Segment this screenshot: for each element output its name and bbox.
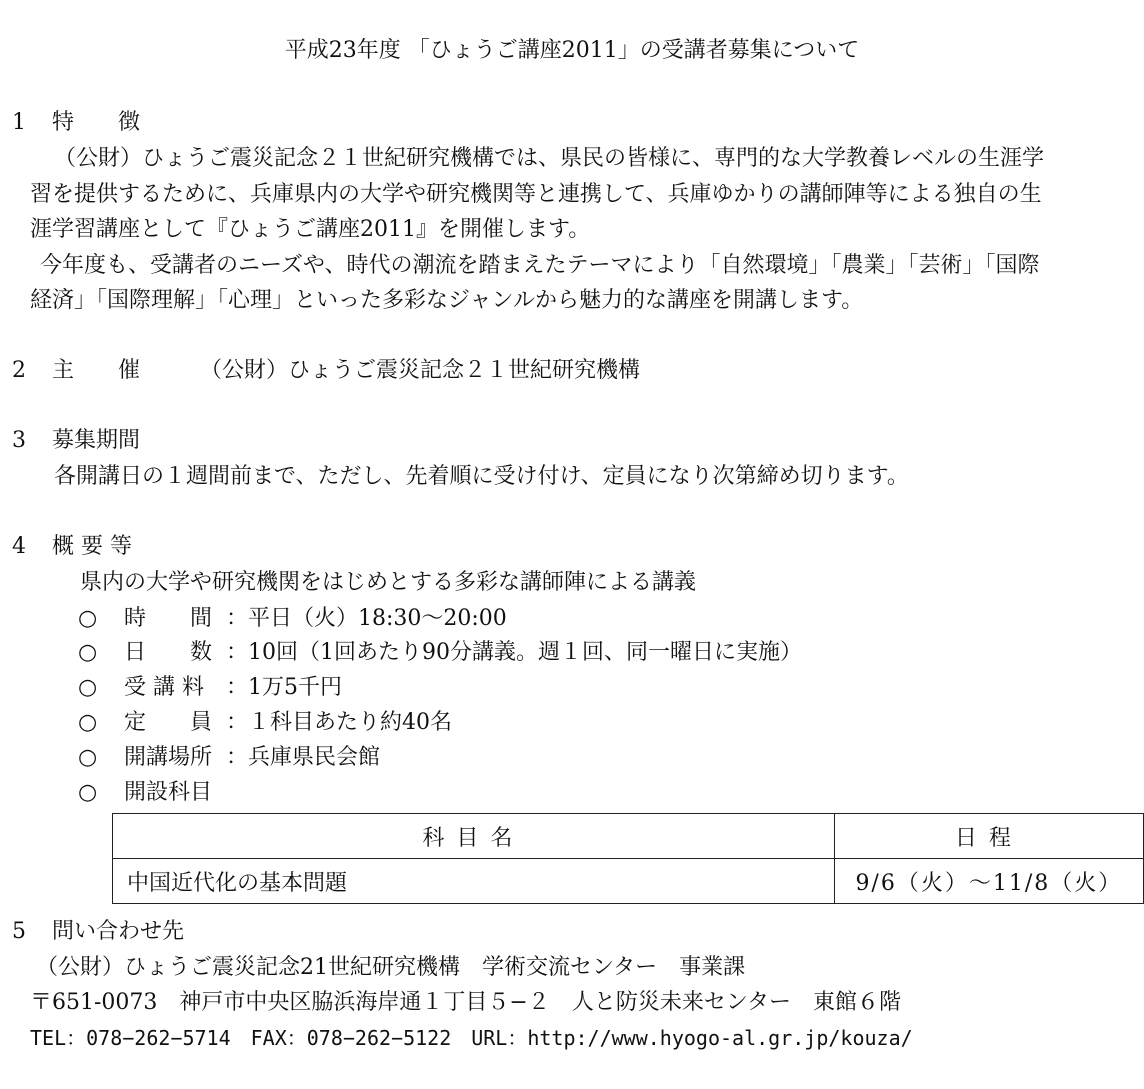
- section-1-paragraph-2-line-1: 今年度も、受講者のニーズや、時代の潮流を踏まえたテーマにより「自然環境」「農業」「芸術」「国際: [40, 253, 1040, 278]
- item-value: ：1万5千円: [226, 675, 342, 700]
- item-key: 受 講 料: [124, 675, 204, 700]
- contact-phone-fax-url: TEL：078−262−5714 FAX：078−262−5122 URL：http://www.hyogo-al.gr.jp/kouza/: [30, 1026, 913, 1050]
- course-name-cell: 中国近代化の基本問題: [113, 859, 835, 904]
- overview-item-time: [78, 604, 507, 634]
- section-1-paragraph-1-line-1: （公財）ひょうご震災記念２１世紀研究機構では、県民の皆様に、専門的な大学教養レベルの生涯学: [54, 146, 1045, 171]
- section-1-paragraph-1-line-2: 習を提供するために、兵庫県内の大学や研究機関等と連携して、兵庫ゆかりの講師陣等による独自の生: [30, 182, 1042, 207]
- column-header-schedule: 日程: [834, 814, 1143, 859]
- overview-item-fee: [78, 673, 342, 703]
- table-row: [113, 859, 1144, 904]
- contact-address: 〒651-0073 神戸市中央区脇浜海岸通１丁目５−２ 人と防災未来センター 東館６階: [30, 990, 901, 1015]
- section-4-heading: [12, 532, 132, 562]
- section-label: 募集期間: [52, 428, 141, 453]
- circle-bullet-icon: ○: [78, 606, 98, 631]
- circle-bullet-icon: ○: [78, 745, 98, 770]
- circle-bullet-icon: ○: [78, 780, 98, 805]
- overview-intro: 県内の大学や研究機関をはじめとする多彩な講師陣による講義: [80, 570, 697, 595]
- organizer-value: （公財）ひょうご震災記念２１世紀研究機構: [200, 358, 641, 383]
- item-key: 日 数: [124, 640, 213, 665]
- courses-table: [112, 813, 1144, 904]
- overview-item-capacity: [78, 708, 452, 738]
- recruitment-period-text: 各開講日の１週間前まで、ただし、先着順に受け付け、定員になり次第締め切ります。: [54, 464, 909, 489]
- section-3-heading: [12, 426, 140, 456]
- section-1-paragraph-1-line-3: 涯学習講座として『ひょうご講座2011』を開催します。: [30, 217, 591, 242]
- section-number: 3: [12, 428, 26, 453]
- section-label: 主 催: [52, 358, 141, 383]
- table-header-row: [113, 814, 1144, 859]
- section-label: 概 要 等: [52, 534, 132, 559]
- overview-item-days: [78, 638, 802, 668]
- section-number: 2: [12, 358, 26, 383]
- course-schedule-cell: 9/6（火）～11/8（火）: [834, 859, 1143, 904]
- contact-organization: （公財）ひょうご震災記念21世紀研究機構 学術交流センター 事業課: [36, 955, 746, 980]
- item-key: 開講場所: [124, 745, 213, 770]
- overview-item-courses: [78, 778, 226, 808]
- section-2-heading: [12, 356, 640, 386]
- section-1-paragraph-2-line-2: 経済」「国際理解」「心理」といった多彩なジャンルから魅力的な講座を開講します。: [30, 288, 864, 313]
- item-value: ：10回（1回あたり90分講義。週１回、同一曜日に実施）: [226, 640, 802, 665]
- section-number: 1: [12, 110, 26, 135]
- page-title: 平成23年度 「ひょうご講座2011」の受講者募集について: [284, 38, 860, 63]
- circle-bullet-icon: ○: [78, 675, 98, 700]
- item-key: 定 員: [124, 710, 213, 735]
- item-value: ：１科目あたり約40名: [226, 710, 452, 735]
- item-key: 時 間: [124, 606, 213, 631]
- section-5-heading: [12, 917, 184, 947]
- item-value: ：平日（火）18:30～20:00: [226, 606, 507, 631]
- column-header-course-name: 科目名: [113, 814, 835, 859]
- circle-bullet-icon: ○: [78, 710, 98, 735]
- overview-item-venue: [78, 743, 380, 773]
- section-label: 問い合わせ先: [52, 919, 185, 944]
- section-number: 4: [12, 534, 26, 559]
- item-key: 開設科目: [124, 780, 213, 805]
- item-value: ：兵庫県民会館: [226, 745, 381, 770]
- section-label: 特 徴: [52, 110, 141, 135]
- circle-bullet-icon: ○: [78, 640, 98, 665]
- section-number: 5: [12, 919, 26, 944]
- section-1-heading: [12, 108, 140, 138]
